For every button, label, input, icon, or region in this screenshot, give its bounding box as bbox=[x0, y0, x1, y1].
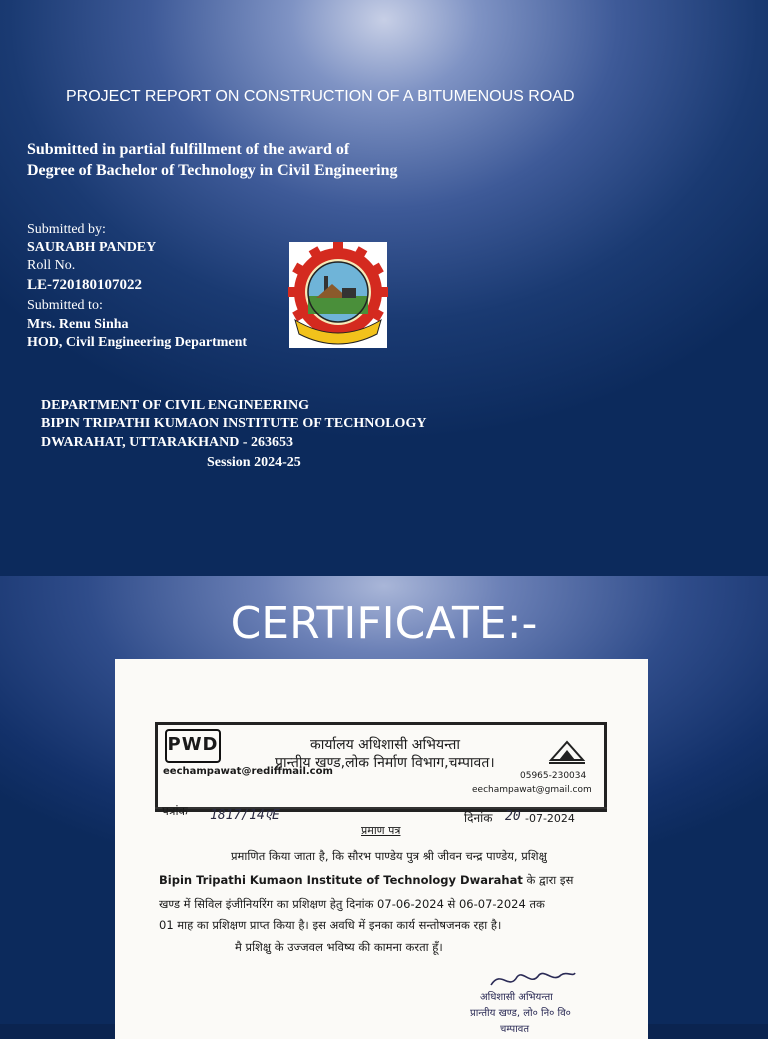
body-line-4: 01 माह का प्रशिक्षण प्राप्त किया है। इस अवधि में इनका कार्य सन्तोषजनक रहा है। bbox=[159, 918, 502, 932]
roll-number: LE-720180107022 bbox=[27, 277, 143, 293]
roll-label: Roll No. bbox=[27, 258, 76, 273]
sign-office: प्रान्तीय खण्ड, लो० नि० वि० bbox=[470, 1008, 571, 1019]
ref-number: 1817/14एE bbox=[210, 808, 280, 823]
teacher-name: Mrs. Renu Sinha bbox=[27, 317, 129, 332]
institute-name: BIPIN TRIPATHI KUMAON INSTITUTE OF TECHNOLOGY bbox=[41, 416, 427, 431]
pwd-logo-icon: PWD bbox=[165, 729, 221, 763]
email-left: eechampawat@rediffmail.com bbox=[163, 766, 333, 777]
teacher-designation: HOD, Civil Engineering Department bbox=[27, 335, 248, 350]
institute-emblem-icon bbox=[289, 242, 387, 348]
body-line-2-institute: Bipin Tripathi Kumaon Institute of Technology Dwarahat bbox=[159, 873, 523, 887]
ref-label: पत्रांक bbox=[162, 804, 188, 818]
date-rest: -07-2024 bbox=[525, 812, 575, 825]
submitted-by-label: Submitted by: bbox=[27, 222, 106, 237]
institute-address: DWARAHAT, UTTARAKHAND - 263653 bbox=[41, 435, 293, 450]
sign-place: चम्पावत bbox=[500, 1024, 530, 1035]
student-name: SAURABH PANDEY bbox=[27, 240, 157, 255]
certificate-slide bbox=[0, 576, 768, 1035]
phone-number: 05965-230034 bbox=[520, 771, 587, 781]
certificate-heading: प्रमाण पत्र bbox=[361, 824, 401, 837]
body-line-5: मै प्रशिक्षु के उज्जवल भविष्य की कामना करता हूँ। bbox=[235, 940, 443, 954]
office-department: प्रान्तीय खण्ड,लोक निर्माण विभाग,चम्पावत। bbox=[275, 755, 495, 771]
date-day: 20 bbox=[505, 809, 521, 824]
body-line-3: खण्ड में सिविल इंजीनियरिंग का प्रशिक्षण हेतु दिनांक 07-06-2024 से 06-07-2024 तक bbox=[159, 897, 545, 911]
certificate-title: CERTIFICATE:- bbox=[230, 598, 538, 649]
certificate-document bbox=[115, 659, 648, 1039]
date-label: दिनांक bbox=[464, 811, 493, 825]
submitted-to-label: Submitted to: bbox=[27, 298, 103, 313]
body-line-1: प्रमाणित किया जाता है, कि सौरभ पाण्डेय पुत्र श्री जीवन चन्द्र पाण्डेय, प्रशिक्षु bbox=[231, 849, 547, 863]
body-line-2-rest: के द्वारा इस bbox=[522, 873, 574, 887]
state-emblem-icon bbox=[547, 738, 587, 771]
department-name: DEPARTMENT OF CIVIL ENGINEERING bbox=[41, 398, 310, 413]
email-right: eechampawat@gmail.com bbox=[472, 785, 592, 795]
project-title: PROJECT REPORT ON CONSTRUCTION OF A BITUMENOUS ROAD bbox=[66, 88, 575, 105]
body-line-2 bbox=[159, 873, 573, 888]
sign-designation: अधिशासी अभियन्ता bbox=[480, 992, 553, 1003]
session-label: Session 2024-25 bbox=[207, 455, 301, 470]
fulfillment-line-1: Submitted in partial fulfillment of the award of bbox=[27, 141, 350, 158]
office-name: कार्यालय अधिशासी अभियन्ता bbox=[310, 737, 461, 753]
fulfillment-line-2: Degree of Bachelor of Technology in Civil Engineering bbox=[27, 162, 398, 179]
